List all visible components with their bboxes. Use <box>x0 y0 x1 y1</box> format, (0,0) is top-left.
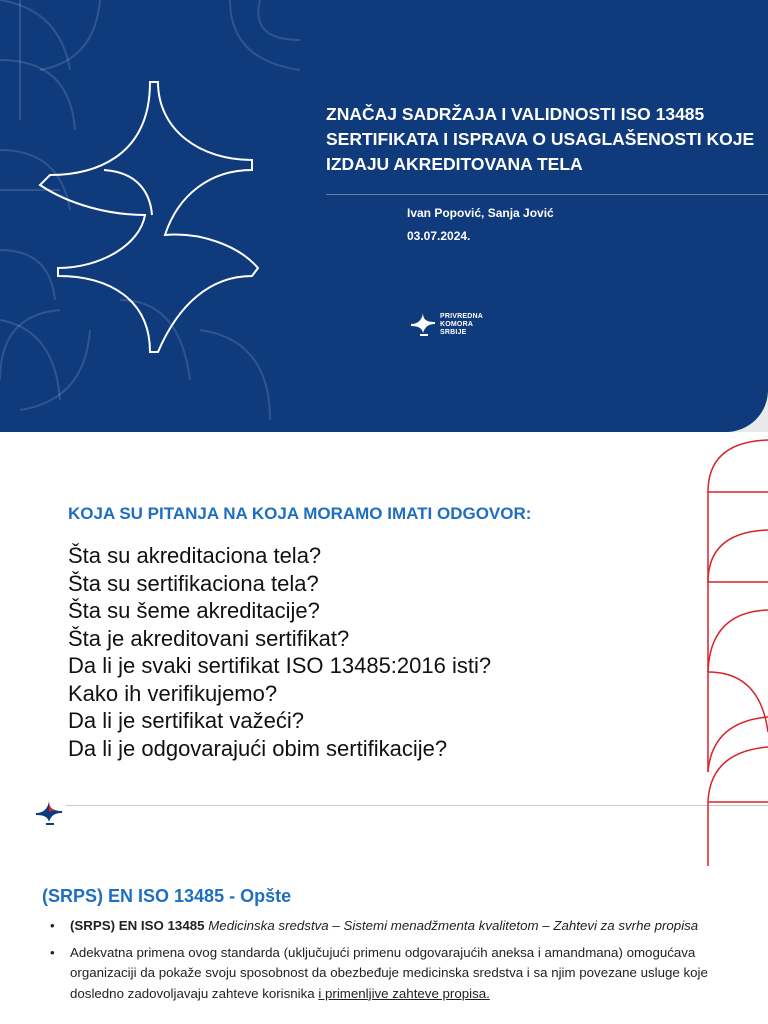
pks-star-logo-icon <box>35 800 63 828</box>
question-item: Šta su akreditaciona tela? <box>68 543 322 568</box>
questions-slide <box>0 432 768 866</box>
presentation-date: 03.07.2024. <box>407 229 471 243</box>
questions-list <box>68 542 491 762</box>
standard-heading: (SRPS) EN ISO 13485 - Opšte <box>42 886 292 906</box>
question-item: Kako ih verifikujemo? <box>68 680 278 706</box>
pks-star-logo-icon <box>410 312 436 338</box>
standard-name: Medicinska sredstva – Sistemi menadžmenta kvalitetom – Zahtevi za svrhe propisa <box>208 918 699 933</box>
pks-logo <box>410 312 483 338</box>
question-item: Da li je sertifikat važeći? <box>68 708 304 733</box>
decorative-red-arches <box>700 432 768 866</box>
bullet-underlined-text: i primenljive zahteve propisa. <box>318 985 490 1001</box>
bullet-item <box>48 943 708 1005</box>
question-item: Šta je akreditovani sertifikat? <box>68 625 350 651</box>
questions-heading: KOJA SU PITANJA NA KOJA MORAMO IMATI ODGOVOR: <box>68 504 532 523</box>
logo-line-1: PRIVREDNA <box>440 313 484 320</box>
logo-line-3: SRBIJE <box>440 329 467 336</box>
bullet-marker: • <box>50 918 55 933</box>
decorative-line-pattern <box>0 0 330 432</box>
standard-bullets <box>48 916 708 1010</box>
question-item: Šta su šeme akreditacije? <box>68 598 320 623</box>
footer-divider <box>66 805 768 806</box>
standard-code: (SRPS) EN ISO 13485 <box>70 918 205 933</box>
title-slide <box>0 0 768 432</box>
standard-overview-slide <box>0 866 768 1024</box>
authors: Ivan Popović, Sanja Jović <box>407 206 554 220</box>
presentation-title: ZNAČAJ SADRŽAJA I VALIDNOSTI ISO 13485 SERTIFIKATA I ISPRAVA O USAGLAŠENOSTI KOJE IZDAJU AKREDITOVANA TELA <box>326 104 755 174</box>
star-outline-shape <box>40 82 258 352</box>
bullet-marker: • <box>50 944 55 960</box>
question-item: Da li je odgovarajući obim sertifikacije? <box>68 735 448 761</box>
bullet-text: Adekvatna primena ovog standarda (uključujući primenu odgovarajućih aneksa i amandmana) omogućava organizaciji da pokaže svoju sposobnost da obezbeđuje medicinska sredstva i sa njim povezane usluge koje dosledno zadovoljavaju zahteve korisnika <box>70 944 708 1001</box>
question-item: Da li je svaki sertifikat ISO 13485:2016 isti? <box>68 653 492 678</box>
bullet-item <box>48 916 708 937</box>
question-item: Šta su sertifikaciona tela? <box>68 570 319 596</box>
title-divider <box>326 194 768 195</box>
logo-line-2: KOMORA <box>440 321 474 328</box>
